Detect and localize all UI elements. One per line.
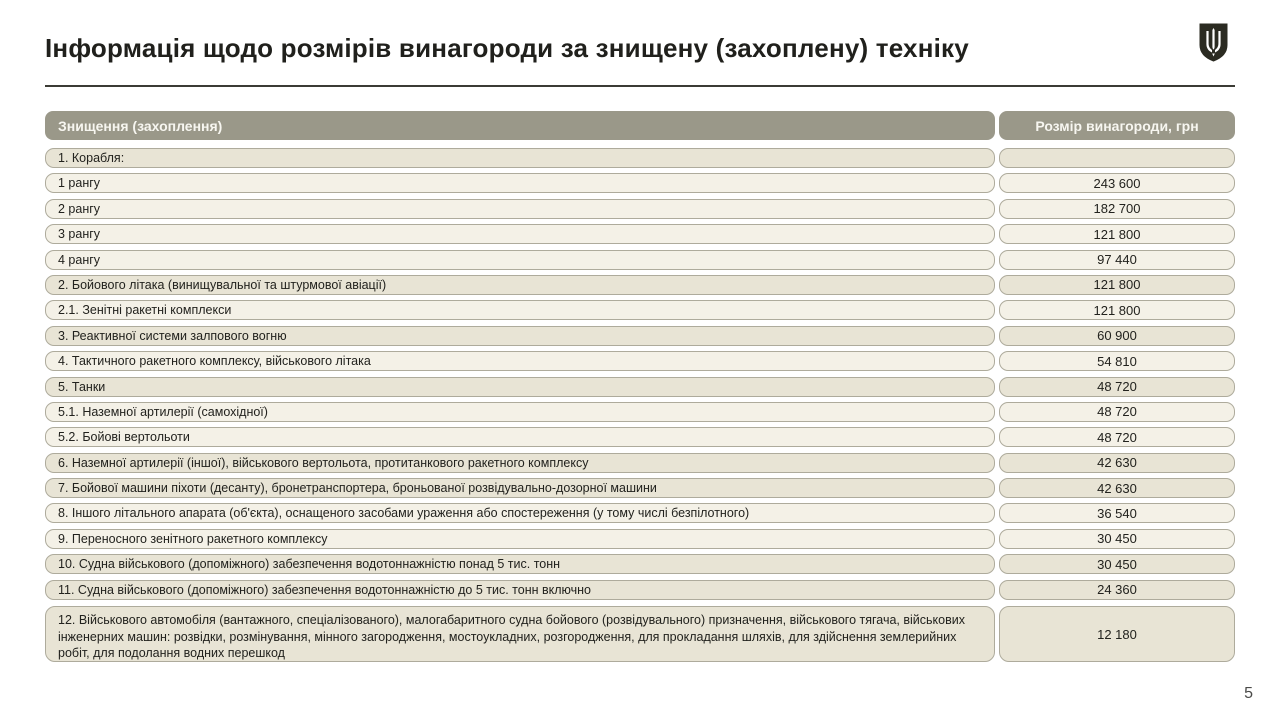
row-amount [999,148,1235,168]
table-row [45,275,1235,295]
row-description: 2 рангу [45,199,995,219]
row-amount: 182 700 [999,199,1235,219]
table-row [45,427,1235,447]
rewards-table [45,111,1235,662]
table-row [45,503,1235,523]
row-description: 3 рангу [45,224,995,244]
row-amount: 24 360 [999,580,1235,600]
tryzub-shield-icon [1199,23,1228,62]
row-amount: 60 900 [999,326,1235,346]
table-row [45,478,1235,498]
table-row [45,529,1235,549]
table-header-row [45,111,1235,140]
table-row [45,377,1235,397]
table-body [45,148,1235,662]
row-amount: 48 720 [999,377,1235,397]
row-description: 4 рангу [45,250,995,270]
table-row [45,554,1235,574]
table-row [45,351,1235,371]
table-row [45,148,1235,168]
row-description: 5. Танки [45,377,995,397]
row-amount: 54 810 [999,351,1235,371]
row-amount: 121 800 [999,275,1235,295]
row-description: 6. Наземної артилерії (іншої), військового вертольота, протитанкового ракетного комплексу [45,453,995,473]
row-amount: 30 450 [999,529,1235,549]
row-description: 2.1. Зенітні ракетні комплекси [45,300,995,320]
row-amount: 243 600 [999,173,1235,193]
row-description: 12. Військового автомобіля (вантажного, спеціалізованого), малогабаритного судна бойового (розвідувального) призначення, військового тягача, військових інженерних машин: розвідки, розмінування, мінного загородження, мостоукладних, розгородження, для прокладання шляхів, для здійснення землерийних робіт, для подолання водних перешкод [45,606,995,662]
table-row [45,173,1235,193]
row-description: 7. Бойової машини піхоти (десанту), бронетранспортера, броньованої розвідувально-дозорної машини [45,478,995,498]
row-amount: 30 450 [999,554,1235,574]
row-description: 1. Корабля: [45,148,995,168]
table-row [45,224,1235,244]
row-description: 5.2. Бойові вертольоти [45,427,995,447]
row-description: 9. Переносного зенітного ракетного комплексу [45,529,995,549]
table-row [45,453,1235,473]
column-header-reward: Розмір винагороди, грн [999,111,1235,140]
row-amount: 42 630 [999,478,1235,498]
table-row [45,326,1235,346]
row-amount: 12 180 [999,606,1235,662]
row-description: 2. Бойового літака (винищувальної та штурмової авіації) [45,275,995,295]
table-row [45,300,1235,320]
row-description: 5.1. Наземної артилерії (самохідної) [45,402,995,422]
row-description: 4. Тактичного ракетного комплексу, військового літака [45,351,995,371]
table-row [45,199,1235,219]
row-amount: 121 800 [999,300,1235,320]
row-amount: 121 800 [999,224,1235,244]
page-number: 5 [1244,685,1253,702]
column-header-destruction: Знищення (захоплення) [45,111,995,140]
table-row [45,606,1235,662]
table-row [45,402,1235,422]
title-divider [45,85,1235,87]
table-row [45,580,1235,600]
row-amount: 48 720 [999,402,1235,422]
row-description: 11. Судна військового (допоміжного) забезпечення водотоннажністю до 5 тис. тонн включно [45,580,995,600]
row-amount: 48 720 [999,427,1235,447]
row-description: 1 рангу [45,173,995,193]
row-amount: 97 440 [999,250,1235,270]
row-amount: 42 630 [999,453,1235,473]
row-description: 8. Іншого літального апарата (об'єкта), оснащеного засобами ураження або спостереження (у тому числі безпілотного) [45,503,995,523]
page-title: Інформація щодо розмірів винагороди за знищену (захоплену) техніку [45,33,969,63]
row-amount: 36 540 [999,503,1235,523]
row-description: 3. Реактивної системи залпового вогню [45,326,995,346]
table-row [45,250,1235,270]
row-description: 10. Судна військового (допоміжного) забезпечення водотоннажністю понад 5 тис. тонн [45,554,995,574]
